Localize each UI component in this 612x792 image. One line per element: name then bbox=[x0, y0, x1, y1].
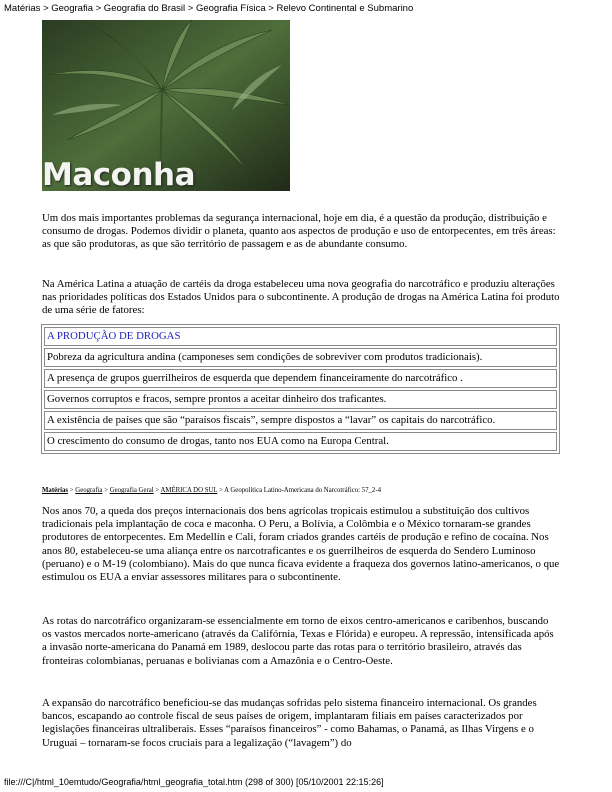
paragraph-latin-america: Na América Latina a atuação de cartéis da droga estabeleceu uma nova geografia do narcotráfico e produziu alterações nas prioridades políticas dos Estados Unidos para o subcontinente. A produção de drogas na América Latina foi produto de uma série de fatores: bbox=[42, 278, 560, 317]
breadcrumb-link-geografia-geral[interactable]: Geografia Geral bbox=[109, 487, 154, 494]
table-row: Pobreza da agricultura andina (camponeses sem condições de sobreviver com produtos tradicionais). bbox=[44, 348, 557, 367]
paragraph-routes: As rotas do narcotráfico organizaram-se essencialmente em torno de eixos centro-americanos e caribenhos, buscando os vastos mercados norte-americano (através da Califórnia, Texas e Flórida) e europeu. A repressão, intensificada após a invasão norte-americana do Panamá em 1989, deslocou parte das rotas para o território brasileiro, através das fronteiras colombianas, peruanas e bolivianas com a Amazônia e o Centro-Oeste. bbox=[42, 615, 554, 667]
sub-breadcrumb bbox=[42, 487, 381, 494]
table-row: A existência de países que são “paraísos fiscais”, sempre dispostos a “lavar” os capitais do narcotráfico. bbox=[44, 411, 557, 430]
breadcrumb-link-materias[interactable]: Matérias bbox=[42, 487, 69, 494]
table-row: Governos corruptos e fracos, sempre prontos a aceitar dinheiro dos traficantes. bbox=[44, 390, 557, 409]
breadcrumb-separator: > bbox=[217, 487, 225, 494]
paragraph-seventies: Nos anos 70, a queda dos preços internacionais dos bens agrícolas tropicais estimulou a substituição dos cultivos tradicionais pela implantação de coca e maconha. O Peru, a Bolívia, a Colômbia e o México tornaram-se grandes produtores de entorpecentes. Em Medellín e Cali, foram criados grandes cartéis de produção e refino de cocaína. Nos anos 80, estabeleceu-se uma aliança entre os narcotraficantes e os guerrilheiros de esquerda do Sendero Luminoso (peruano) e o M-19 (colombiano). Mais do que nunca ficava evidente a fraqueza dos governos latino-americanos, o que estimulou os EUA a enviar assessores militares para o subcontinente. bbox=[42, 505, 560, 584]
breadcrumb-current: A Geopolítica Latino-Americana do Narcotráfico: 57_2-4 bbox=[224, 487, 381, 494]
table-row: A presença de grupos guerrilheiros de esquerda que dependem financeiramente do narcotráfico . bbox=[44, 369, 557, 388]
paragraph-intro: Um dos mais importantes problemas da segurança internacional, hoje em dia, é a questão da produção, distribuição e consumo de drogas. Podemos dividir o planeta, quanto aos aspectos de produção e uso de entorpecentes, em três áreas: as que são produtoras, as que são território de passagem e as de abundante consumo. bbox=[42, 212, 556, 251]
breadcrumb-separator: > bbox=[102, 487, 110, 494]
hero-image bbox=[42, 20, 290, 191]
breadcrumb-link-geografia[interactable]: Geografia bbox=[75, 487, 103, 494]
table-row: O crescimento do consumo de drogas, tanto nos EUA como na Europa Central. bbox=[44, 432, 557, 451]
breadcrumb-link-america-do-sul[interactable]: AMÉRICA DO SUL bbox=[160, 487, 218, 494]
drug-production-table bbox=[41, 324, 560, 454]
hero-caption: Maconha bbox=[42, 157, 195, 191]
top-breadcrumb: Matérias > Geografia > Geografia do Brasil > Geografia Física > Relevo Continental e Submarino bbox=[4, 3, 414, 14]
table-header: A PRODUÇÃO DE DROGAS bbox=[44, 327, 557, 346]
breadcrumb-separator: > bbox=[153, 487, 161, 494]
paragraph-financial: A expansão do narcotráfico beneficiou-se das mudanças sofridas pelo sistema financeiro internacional. Os grandes bancos, escapando ao controle fiscal de seus países de origem, implantaram filiais em países caracterizados por legislações financeiras ultraliberais. Esses “paraísos financeiros” - como Bahamas, o Panamá, as Ilhas Virgens e o Uruguai – tornaram-se focos cruciais para a legalização (“lavagem”) do bbox=[42, 697, 537, 749]
breadcrumb-separator: > bbox=[68, 487, 76, 494]
footer-file-path: file:///C|/html_10emtudo/Geografia/html_geografia_total.htm (298 of 300) [05/10/2001 22:15:26] bbox=[4, 777, 384, 787]
